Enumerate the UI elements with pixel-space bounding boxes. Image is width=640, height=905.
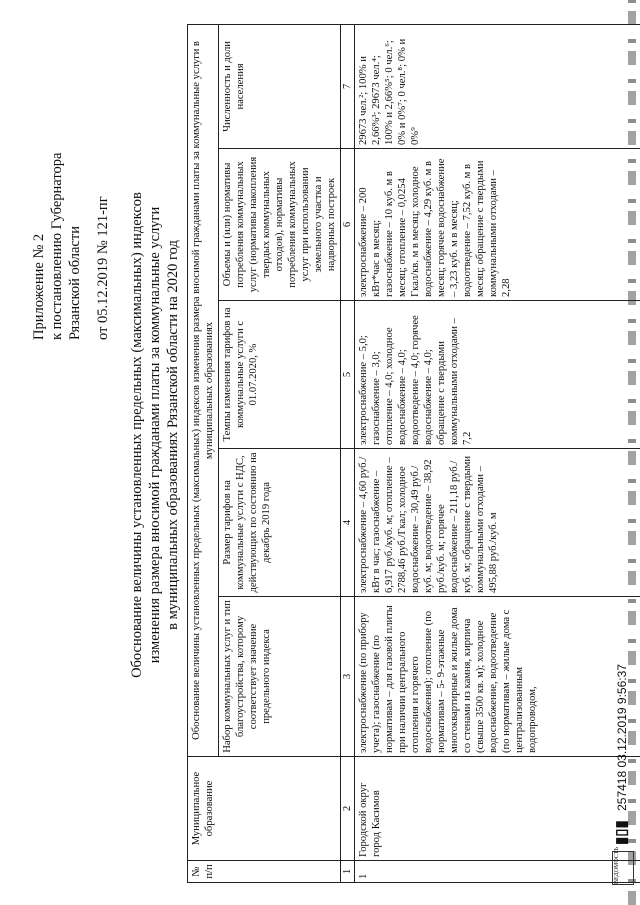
row-number: 1 [355,861,640,883]
title-line: Обоснование величины установленных предельных (максимальных) индексов [129,192,145,678]
appendix-header [30,40,112,340]
header-number: № п/п [188,861,341,883]
footer-doc-id [612,664,630,845]
header-population: Численность и доли населения [219,24,341,148]
row-tariff-growth: электроснабжение – 5,0; газоснабжение – 3,0; отопление – 4,0; холодное водоснабжение – 4,0; водоотведение – 4,0; горячее водоснабжение – 4,0; обращение с твердыми коммунальными отходами – 7,2 [355,301,640,449]
header-tariffs: Размер тарифов на коммунальные услуги с НДС, действующих по состоянию на декабрь 2019 года [219,449,341,597]
appendix-line: Рязанской области [67,226,83,340]
row-volumes: электроснабжение – 200 кВт*час в месяц; газоснабжение – 10 куб. м в месяц; отопление – 0,0254 Гкал/кв. м в месяц; холодное водоснабжение – 4,29 куб. м в месяц; горячее водоснабжение – 3,23 куб. м в месяц; водоотведение – 7,52 куб. м в месяц; обращение с твердыми коммунальными отходами – 2,28 [355,149,640,301]
row-population: 29673 чел.²; 100% и 2,66%³; 29673 чел.⁴; 100% и 2,66%⁵; 0 чел.⁶; 0% и 0%⁷; 0 чел.⁸; 0% и 0%⁹ [355,24,640,148]
doc-number: 257418 [615,770,629,811]
appendix-date: от 05.12.2019 № 121-пг [95,196,111,340]
header-tariff-growth: Темпы изменения тарифов на коммунальные услуги с 01.07.2020, % [219,301,341,449]
title-line: изменения размера вносимой гражданами платы за коммунальные услуги [147,206,163,664]
column-number: 3 [341,597,355,757]
registry-stamp: ВЕДОМОСТЬ [612,851,634,885]
column-number: 1 [341,861,355,883]
column-number: 6 [341,149,355,301]
column-number: 5 [341,301,355,449]
appendix-line: Приложение № 2 [31,233,47,340]
column-numbers-row [341,24,355,882]
row-municipality: Городской округ город Касимов [355,757,640,861]
indices-table [187,24,640,883]
header-municipality: Муниципальное образование [188,757,341,861]
column-number: 2 [341,757,355,861]
column-number: 7 [341,24,355,148]
header-services-set: Набор коммунальных услуг и тип благоустройства, которому соответствует значение предельного индекса [219,597,341,757]
barcode-icon: ▮▯▮ [613,820,630,845]
header-volumes: Объемы и (или) нормативы потребления коммунальных услуг (нормативы накопления твердых коммунальных отходов), нормативы потребления коммунальных услуг при использовании земельного участка и надворных построек [219,149,341,301]
row-tariffs: электроснабжение – 4,60 руб./кВт в час; газоснабжение – 6,917 руб./куб. м; отопление – 2788,46 руб./Гкал; холодное водоснабжение – 30,49 руб./куб. м; водоотведение – 38,92 руб./куб. м; горячее водоснабжение – 211,18 руб./куб. м; обращение с твердыми коммунальными отходами – 495,88 руб./куб. м [355,449,640,597]
row-services-set: электроснабжение (по прибору учета); газоснабжение (по нормативам – для газовой плиты при наличии центрального отопления и горячего водоснабжения); отопление (по нормативам – 5- 9-этажные многоквартирные и жилые дома со стенами из камня, кирпича (свыше 3500 кв. м); холодное водоснабжение, водоотведение (по нормативам – жилые дома с централизованным водопроводом, [355,597,640,757]
doc-timestamp: 03.12.2019 9:56:37 [615,664,629,768]
appendix-line: к постановлению Губернатора [49,152,65,340]
header-group: Обоснование величины установленных предельных (максимальных) индексов изменения размера вносимой гражданами платы за коммунальные услуги в муниципальных образованиях [188,24,219,756]
column-number: 4 [341,449,355,597]
document-title [128,125,182,745]
title-line: в муниципальных образованиях Рязанской области на 2020 год [165,240,181,630]
table-row [355,24,640,882]
